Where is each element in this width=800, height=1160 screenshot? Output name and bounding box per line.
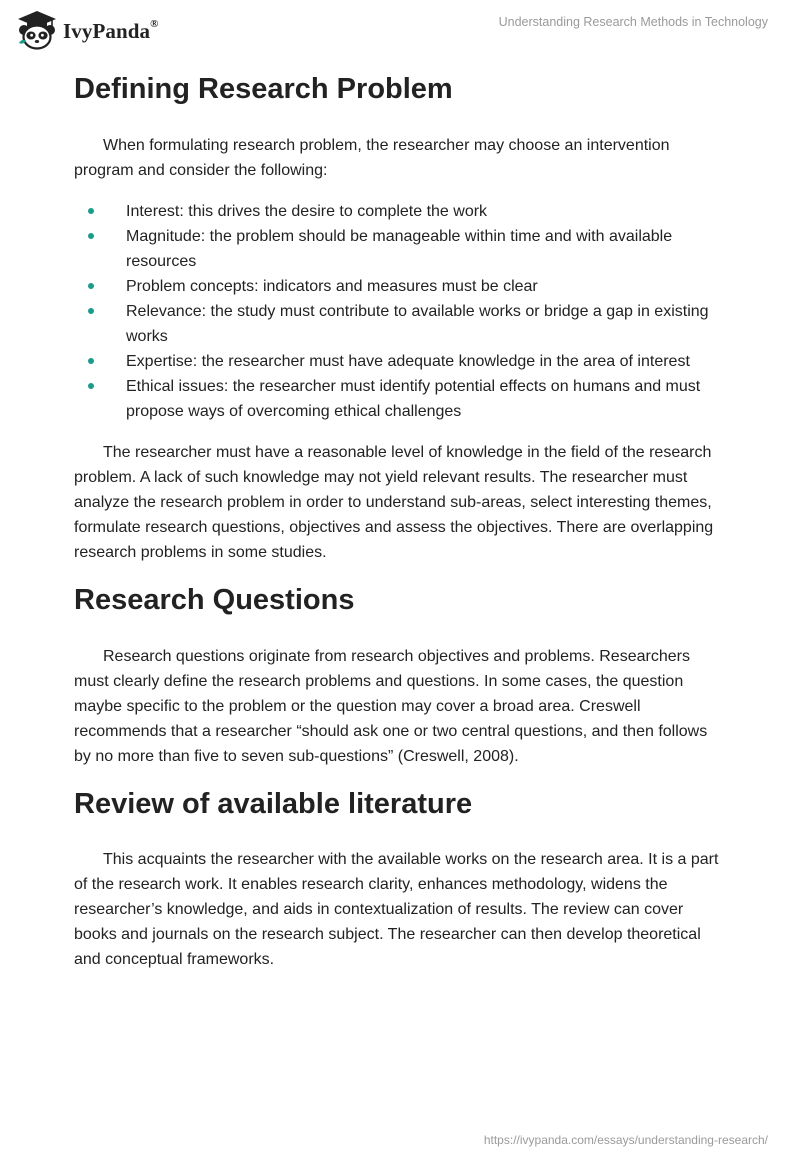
list-item: Expertise: the researcher must have adequate knowledge in the area of interest (74, 349, 724, 374)
bullet-icon (88, 233, 94, 239)
section-heading-literature-review: Review of available literature (74, 787, 473, 820)
list-item: Problem concepts: indicators and measures must be clear (74, 274, 724, 299)
article-body (74, 72, 724, 972)
bullet-icon (88, 308, 94, 314)
bullet-icon (88, 383, 94, 389)
bullet-icon (88, 283, 94, 289)
paragraph: When formulating research problem, the researcher may choose an intervention program and consider the following: (74, 136, 670, 179)
paragraph: The researcher must have a reasonable level of knowledge in the field of the research problem. A lack of such knowledge may not yield relevant results. The researcher must analyze the research problem in order to understand sub-areas, select interesting themes, formulate research questions, objectives and assess the objectives. There are overlapping research problems in some studies. (74, 443, 714, 561)
page-header (0, 0, 800, 60)
section-heading-research-questions: Research Questions (74, 583, 355, 616)
document-title: Understanding Research Methods in Technology (498, 15, 768, 29)
list-item: Relevance: the study must contribute to available works or bridge a gap in existing works (74, 299, 724, 349)
section-heading-research-problem: Defining Research Problem (74, 73, 453, 105)
list-item: Interest: this drives the desire to complete the work (74, 199, 724, 224)
considerations-list (74, 199, 724, 424)
bullet-icon (88, 208, 94, 214)
bullet-icon (88, 358, 94, 364)
ivypanda-logo[interactable] (16, 10, 159, 50)
logo-wordmark: IvyPanda® (63, 17, 159, 43)
list-item: Magnitude: the problem should be manageable within time and with available resources (74, 224, 724, 274)
paragraph: Research questions originate from research objectives and problems. Researchers must clearly define the research problems and questions. In some cases, the question maybe specific to the problem or the question may cover a broad area. Creswell recommends that a researcher “should ask one or two central questions, and then follows by no more than five to seven sub-questions” (Creswell, 2008). (74, 647, 708, 765)
panda-graduate-icon (16, 10, 58, 50)
source-url[interactable]: https://ivypanda.com/essays/understanding-research/ (483, 1133, 768, 1147)
paragraph: This acquaints the researcher with the available works on the research area. It is a part of the research work. It enables research clarity, enhances methodology, widens the researcher’s knowledge, and aids in contextualization of results. The review can cover books and journals on the research subject. The researcher can then develop theoretical and conceptual frameworks. (74, 851, 719, 969)
list-item: Ethical issues: the researcher must identify potential effects on humans and must propose ways of overcoming ethical challenges (74, 374, 724, 424)
